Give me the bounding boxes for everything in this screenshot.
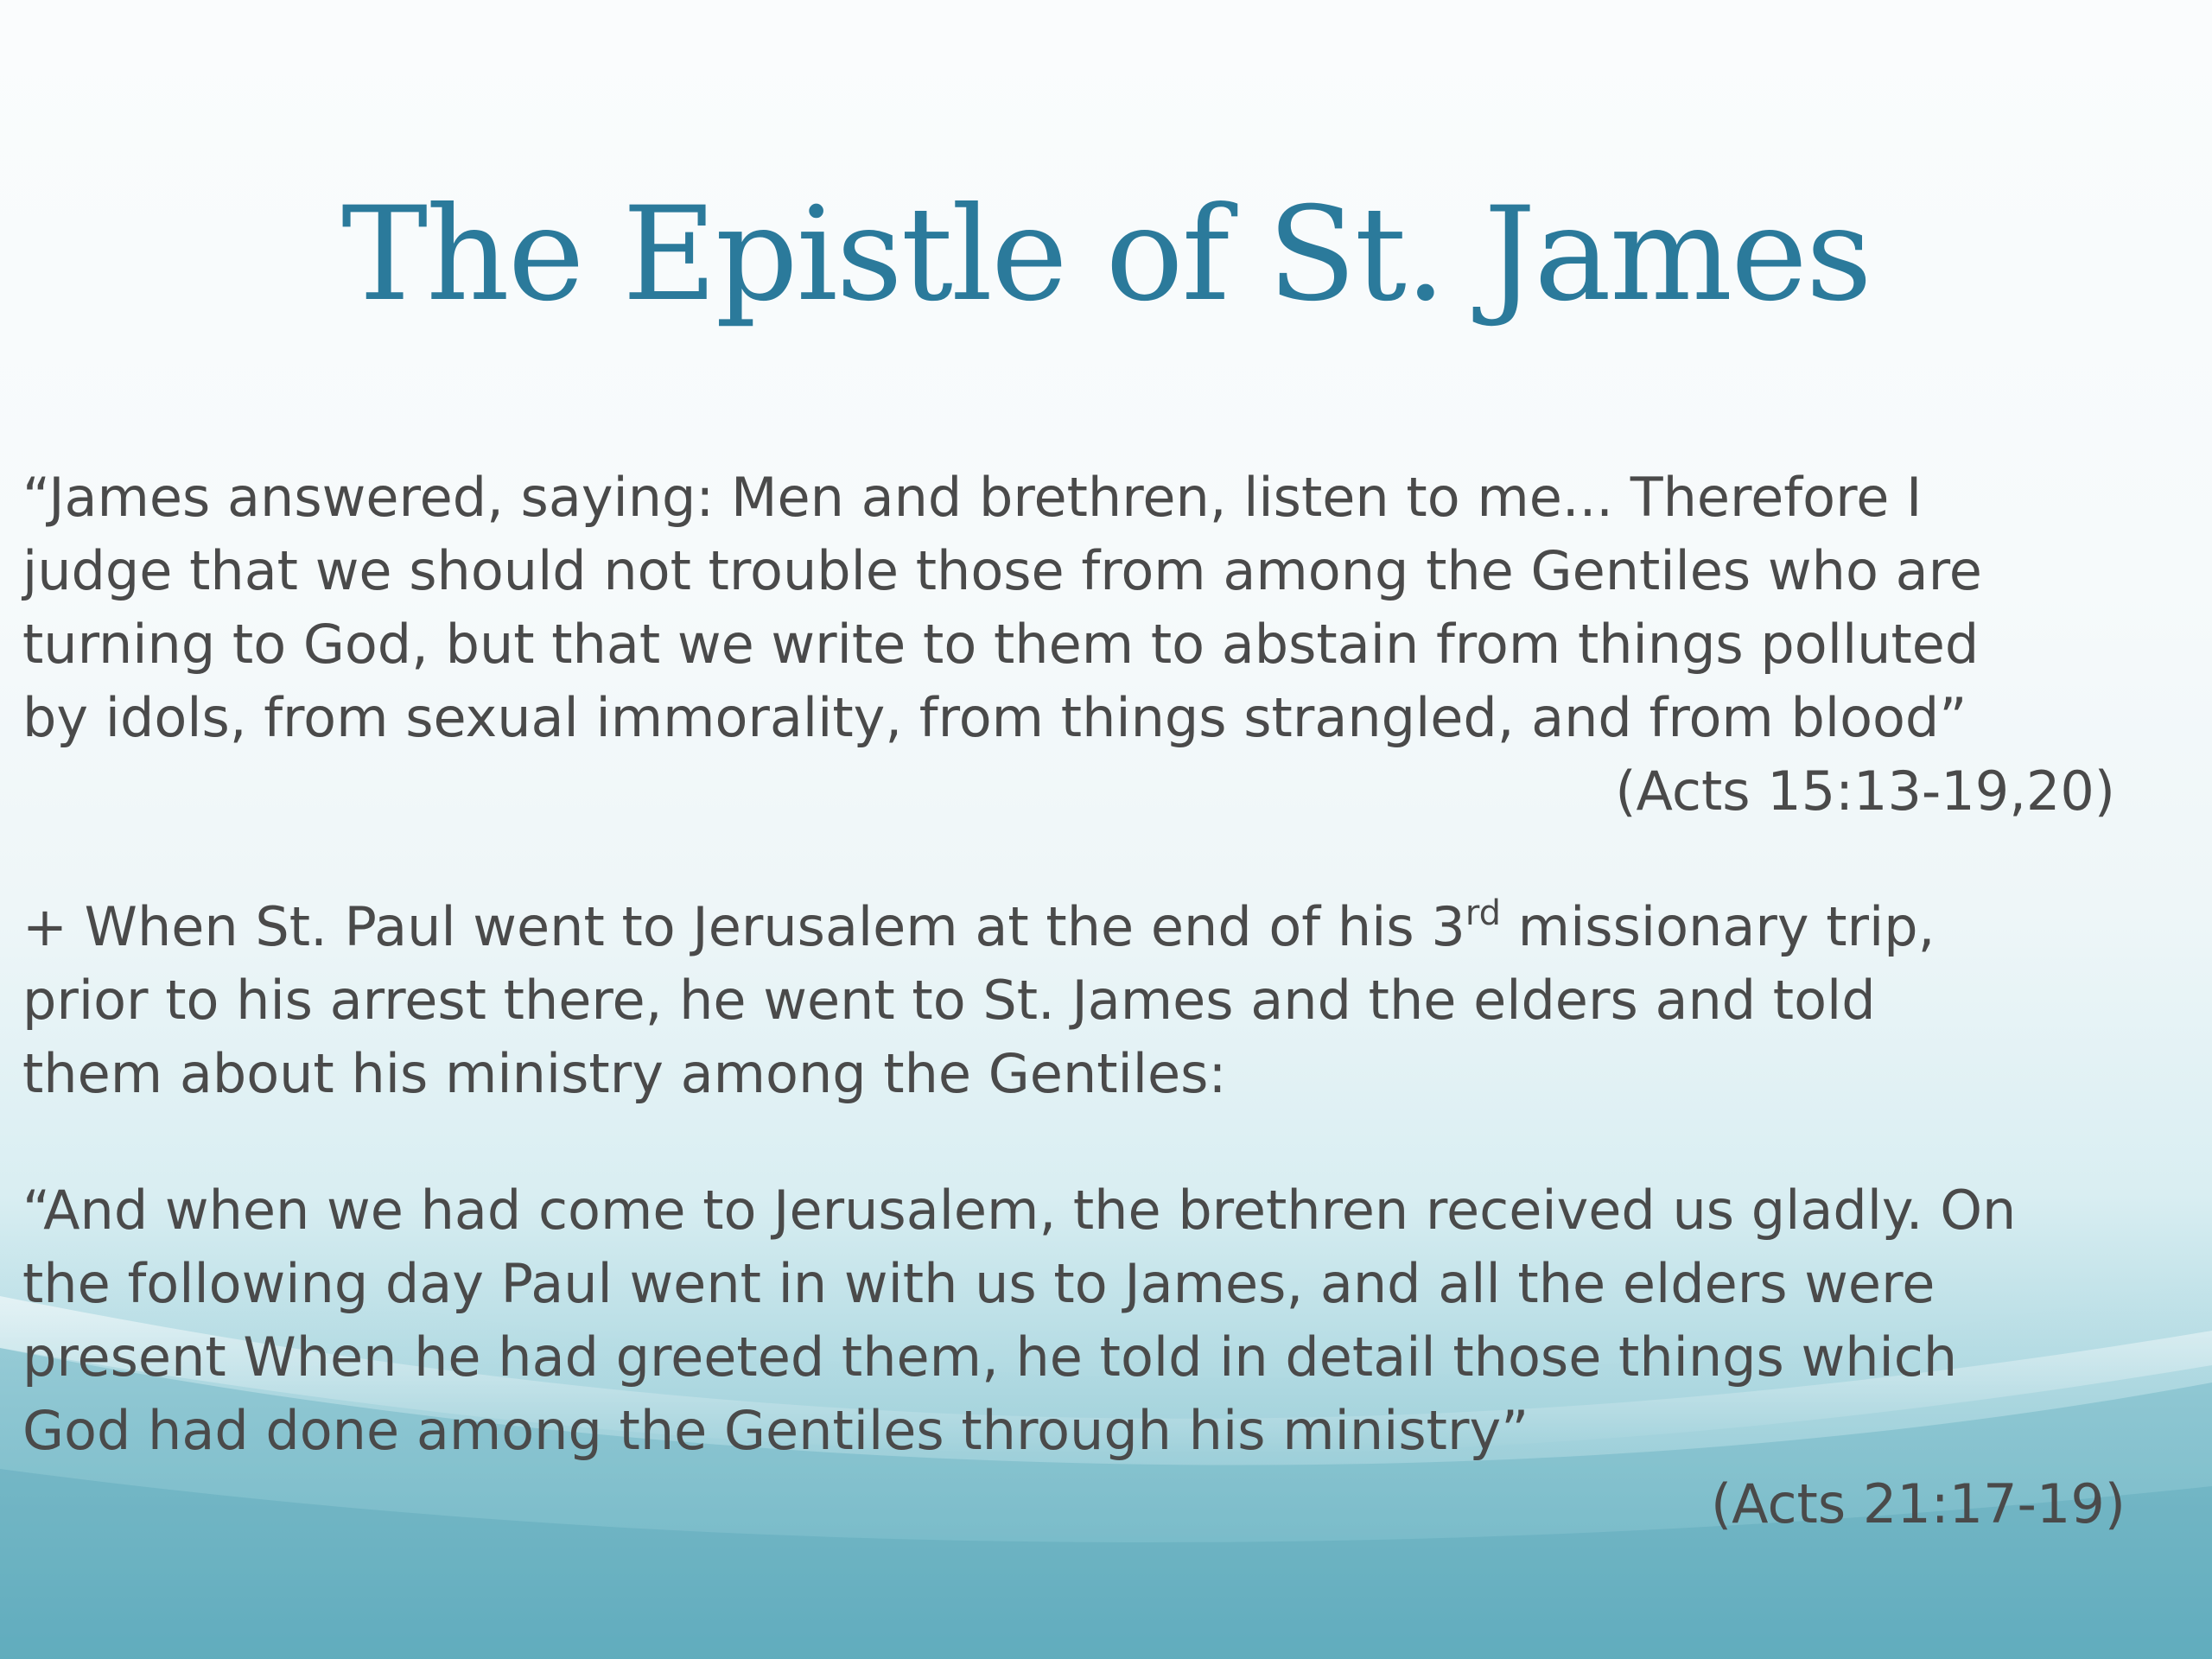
- note-line: them about his ministry among the Gentiles:: [22, 1042, 1227, 1105]
- note-line-text: + When St. Paul went to Jerusalem at the end of his 3: [22, 895, 1465, 958]
- slide-title: The Epistle of St. James: [341, 180, 1871, 330]
- quote-line: turning to God, but that we write to them to abstain from things polluted: [22, 613, 1980, 676]
- note-line: prior to his arrest there, he went to St. James and the elders and told: [22, 969, 1876, 1032]
- quote-line: “James answered, saying: Men and brethren, listen to me... Therefore I: [22, 466, 1923, 529]
- quote-line: by idols, from sexual immorality, from things strangled, and from blood”: [22, 686, 1967, 749]
- reference-acts-15: (Acts 15:13-19,20): [1615, 760, 2115, 823]
- reference-acts-21: (Acts 21:17-19): [1710, 1472, 2126, 1535]
- quote-line: present When he had greeted them, he told in detail those things which: [22, 1325, 1958, 1389]
- quote-acts-15: [22, 461, 2191, 754]
- note-line: [22, 890, 2191, 963]
- quote-acts-21: [22, 1173, 2191, 1467]
- quote-line: the following day Paul went in with us to James, and all the elders were: [22, 1252, 1936, 1315]
- quote-line: God had done among the Gentiles through his ministry”: [22, 1399, 1529, 1462]
- quote-line: “And when we had come to Jerusalem, the brethren received us gladly. On: [22, 1179, 2017, 1242]
- note-paragraph: [22, 890, 2191, 1110]
- note-line-text: missionary trip,: [1500, 895, 1936, 958]
- quote-line: judge that we should not trouble those from among the Gentiles who are: [22, 539, 1982, 602]
- ordinal-suffix: rd: [1465, 893, 1501, 933]
